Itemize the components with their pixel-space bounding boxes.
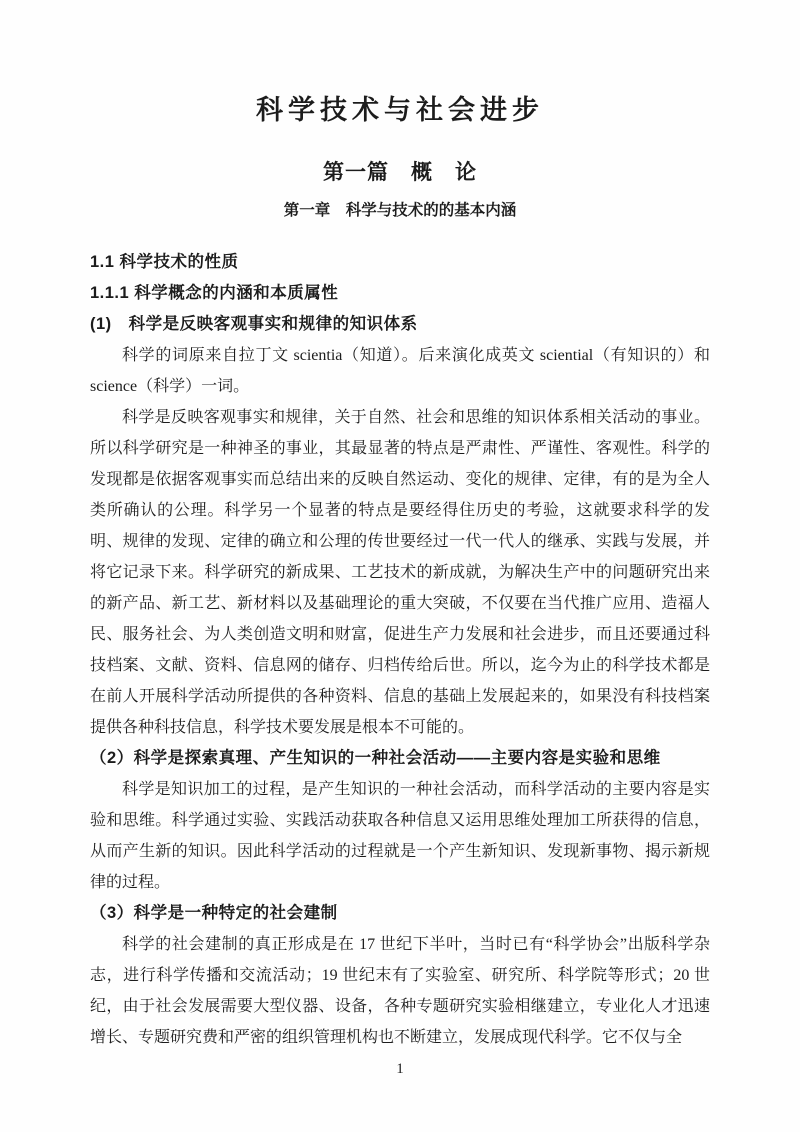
- section-heading-1-1: 1.1 科学技术的性质: [90, 253, 239, 271]
- point-2-heading: （2）科学是探索真理、产生知识的一种社会活动——主要内容是实验和思维: [90, 749, 661, 767]
- document-title: 科学技术与社会进步: [256, 95, 544, 125]
- document-body: [90, 247, 710, 1053]
- point-1-paragraph-2: 科学是反映客观事实和规律，关于自然、社会和思维的知识体系相关活动的事业。所以科学研究是一种神圣的事业，其最显著的特点是严肃性、严谨性、客观性。科学的发现都是依据客观事实而总结出来的反映自然运动、变化的规律、定律，有的是为全人类所确认的公理。科学另一个显著的特点是要经得住历史的考验，这就要求科学的发明、规律的发现、定律的确立和公理的传世要经过一代一代人的继承、实践与发展，并将它记录下来。科学研究的新成果、工艺技术的新成就，为解决生产中的问题研究出来的新产品、新工艺、新材料以及基础理论的重大突破，不仅要在当代推广应用、造福人民、服务社会、为人类创造文明和财富，促进生产力发展和社会进步，而且还要通过科技档案、文献、资料、信息网的储存、归档传给后世。所以，迄今为止的科学技术都是在前人开展科学活动所提供的各种资料、信息的基础上发展起来的，如果没有科技档案提供各种科技信息，科学技术要发展是根本不可能的。: [90, 409, 710, 736]
- chapter-heading: 第一章 科学与技术的的基本内涵: [283, 202, 517, 219]
- page-number: 1: [396, 1061, 404, 1077]
- point-3-paragraph-1: 科学的社会建制的真正形成是在 17 世纪下半叶，当时已有“科学协会”出版科学杂志，进行科学传播和交流活动；19 世纪末有了实验室、研究所、科学院等形式；20 世纪，由于社会发展需要大型仪器、设备，各种专题研究实验相继建立，专业化人才迅速增长、专题研究费和严密的组织管理机构也不断建立，发展成现代科学。它不仅与全: [90, 936, 710, 1046]
- point-1-heading: (1) 科学是反映客观事实和规律的知识体系: [90, 315, 418, 333]
- part-heading: 第一篇 概 论: [323, 161, 477, 184]
- point-1-paragraph-1: 科学的词原来自拉丁文 scientia（知道）。后来演化成英文 sciential（有知识的）和 science（科学）一词。: [90, 347, 710, 395]
- point-2-paragraph-1: 科学是知识加工的过程，是产生知识的一种社会活动，而科学活动的主要内容是实验和思维。科学通过实验、实践活动获取各种信息又运用思维处理加工所获得的信息，从而产生新的知识。因此科学活动的过程就是一个产生新知识、发现新事物、揭示新规律的过程。: [90, 781, 710, 891]
- section-heading-1-1-1: 1.1.1 科学概念的内涵和本质属性: [90, 284, 339, 302]
- point-3-heading: （3）科学是一种特定的社会建制: [90, 904, 338, 922]
